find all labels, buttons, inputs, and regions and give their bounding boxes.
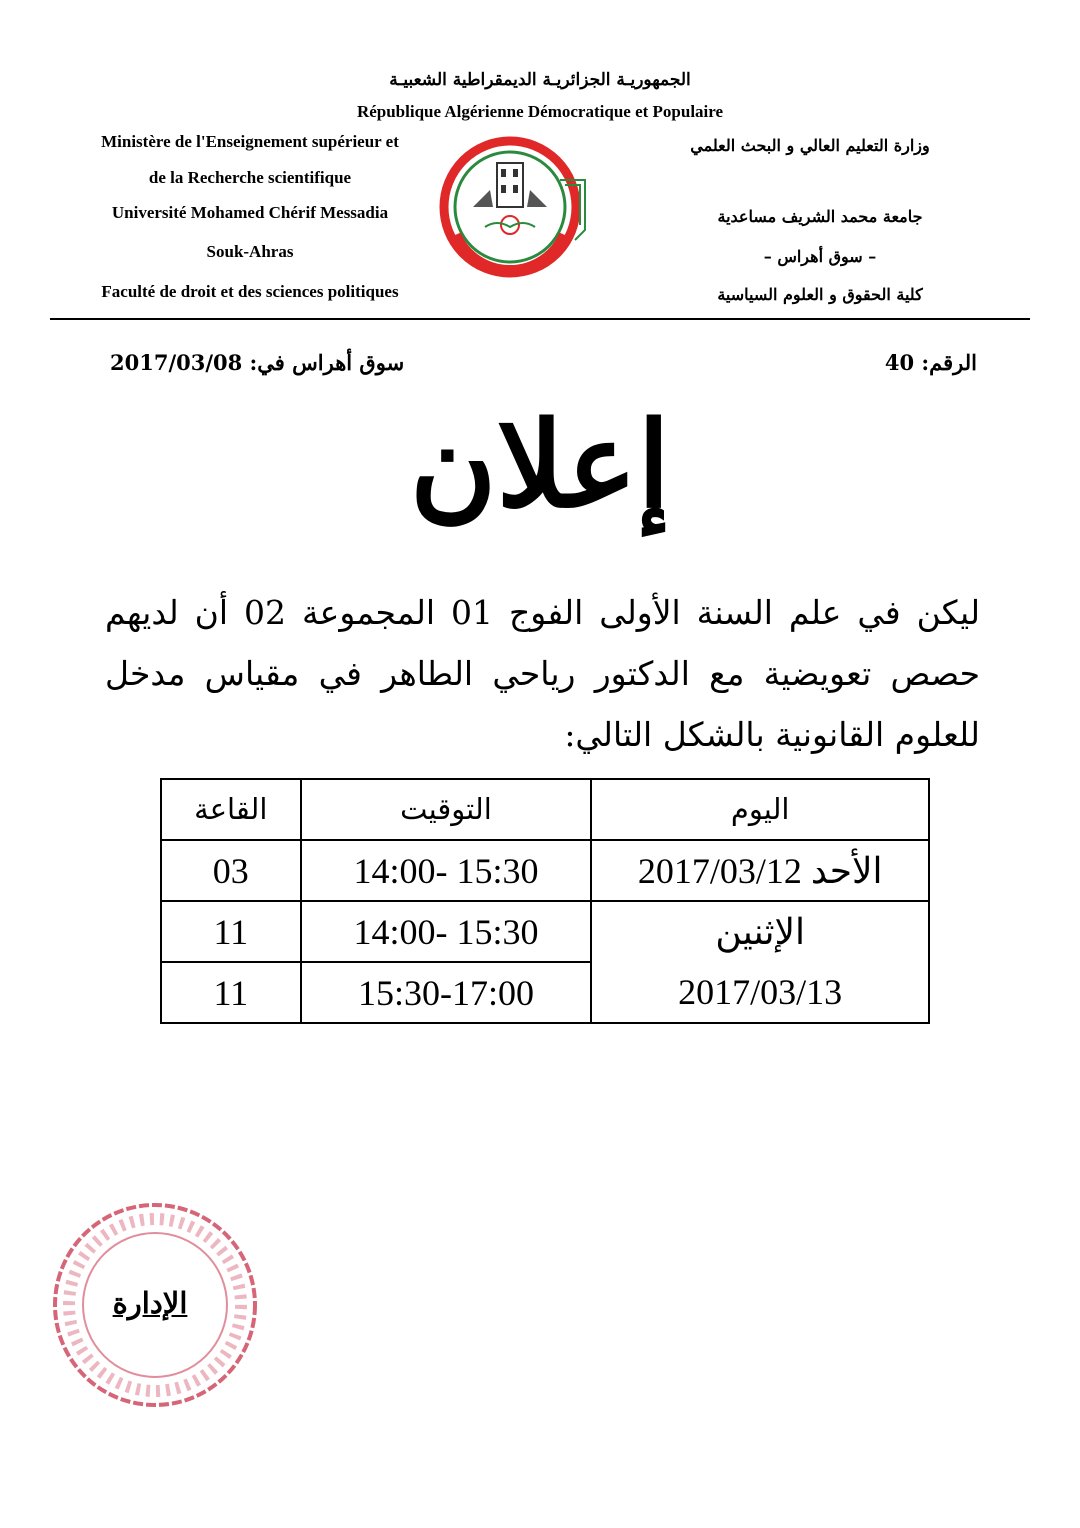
cell-day: الإثنين 2017/03/13 (591, 901, 929, 1023)
header-room: القاعة (161, 779, 301, 840)
table-row (161, 901, 929, 962)
university-name-fr: Université Mohamed Chérif Messadia (111, 203, 389, 222)
city-ar: – سوق أهراس – (763, 247, 877, 266)
cell-time: 15:30-17:00 (301, 962, 592, 1023)
signature-label: الإدارة (112, 1286, 188, 1320)
ministry-line-2-fr: de la Recherche scientifique (148, 168, 352, 187)
place-date (110, 350, 404, 375)
announcement-title: إعلان (409, 395, 671, 534)
cell-time: 14:00- 15:30 (301, 901, 592, 962)
university-logo-icon (435, 135, 595, 280)
ministry-line-1-fr: Ministère de l'Enseignement supérieur et (101, 132, 399, 151)
cell-room: 11 (161, 962, 301, 1023)
table-row (161, 840, 929, 901)
city-fr: Souk-Ahras (206, 242, 294, 261)
republic-title-ar: الجمهوريـة الجزائريـة الديمقراطية الشعبيـة (389, 70, 691, 90)
reference-number (885, 350, 977, 375)
announcement-body: ليكن في علم السنة الأولى الفوج 01 المجموعة 02 أن لديهم حصص تعويضية مع الدكتور رياحي الطاهر في مقياس مدخل للعلوم القانونية بالشكل التالي: (105, 593, 981, 754)
announcement-date: 2017/03/08 (110, 350, 243, 375)
header-day: اليوم (591, 779, 929, 840)
schedule-table (160, 778, 930, 1024)
university-name-ar: جامعة محمد الشريف مساعدية (717, 207, 923, 226)
faculty-name-ar: كلية الحقوق و العلوم السياسية (717, 285, 923, 304)
cell-day: الأحد 2017/03/12 (591, 840, 929, 901)
cell-room: 11 (161, 901, 301, 962)
header-time: التوقيت (301, 779, 592, 840)
header-divider (50, 318, 1030, 320)
place-date-label: سوق أهراس في: (249, 350, 405, 375)
ministry-name-ar: وزارة التعليم العالي و البحث العلمي (690, 136, 930, 155)
table-header-row (161, 779, 929, 840)
cell-time: 14:00- 15:30 (301, 840, 592, 901)
cell-room: 03 (161, 840, 301, 901)
faculty-name-fr: Faculté de droit et des sciences politiques (101, 282, 399, 301)
reference-number-value: 40 (884, 350, 915, 375)
reference-number-label: الرقم: (921, 350, 977, 375)
republic-title-fr: République Algérienne Démocratique et Populaire (356, 102, 724, 121)
